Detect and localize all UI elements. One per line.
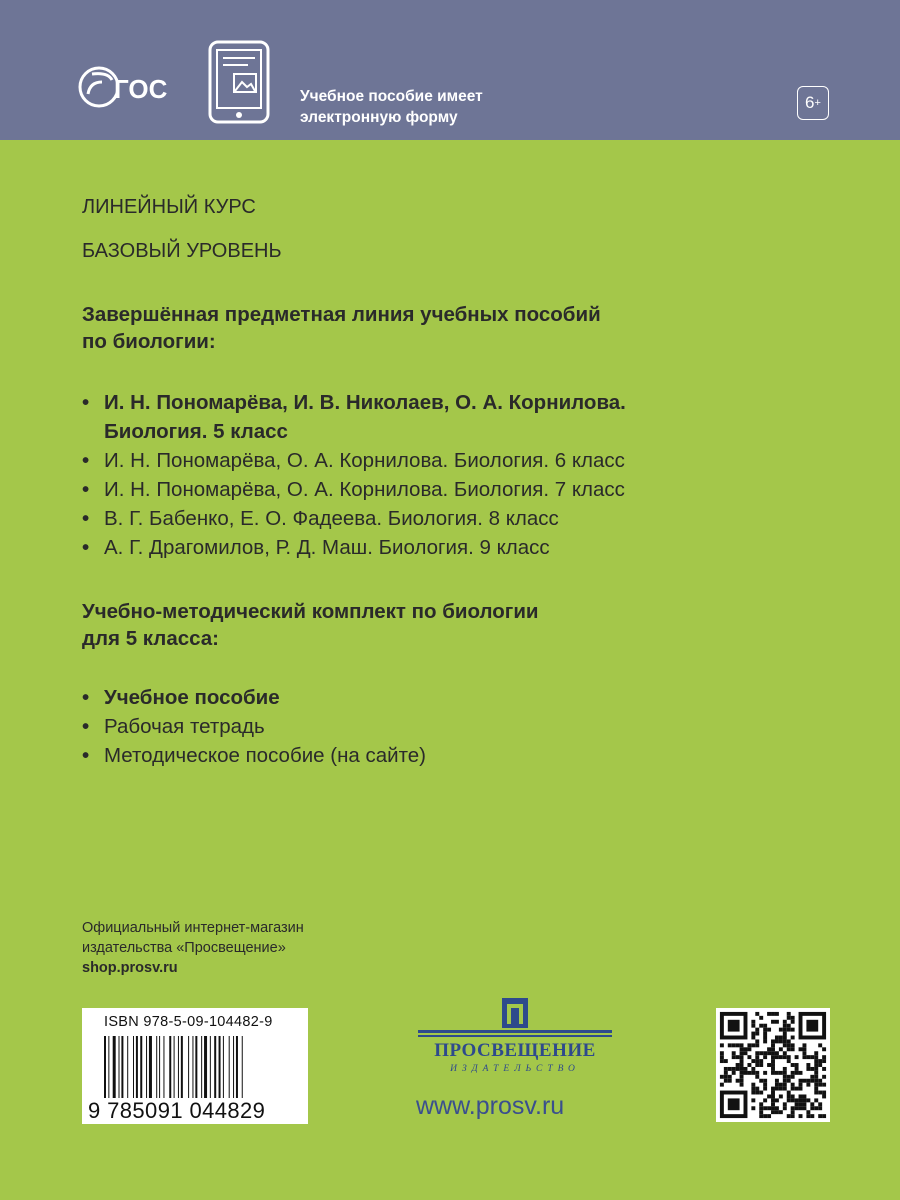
isbn-barcode-block xyxy=(82,1008,308,1124)
textbook-list xyxy=(82,388,626,562)
list-item: • И. Н. Пономарёва, О. А. Корнилова. Биология. 6 класс xyxy=(82,446,626,475)
heading-line-2: по биологии: xyxy=(82,330,216,353)
qr-code xyxy=(716,1008,830,1122)
eform-line-1: Учебное пособие имеет xyxy=(300,88,483,105)
eform-line-2: электронную форму xyxy=(300,109,458,126)
list-item: • Методическое пособие (на сайте) xyxy=(82,741,426,770)
list-item: • И. Н. Пономарёва, О. А. Корнилова. Биология. 7 класс xyxy=(82,475,626,504)
list-item: • Учебное пособие xyxy=(82,683,426,712)
electronic-form-notice xyxy=(300,86,620,128)
list-item-line-1: • И. Н. Пономарёва, И. В. Николаев, О. А. Корнилова. xyxy=(104,391,626,414)
age-rating-badge xyxy=(797,86,829,120)
shop-line-2: издательства «Просвещение» xyxy=(82,940,286,956)
shop-url: shop.prosv.ru xyxy=(82,960,178,976)
list-item-line-2: Биология. 5 класс xyxy=(104,420,288,443)
publisher-emblem-icon xyxy=(418,996,612,1040)
kit-heading-line-1: Учебно-методический комплект по биологии xyxy=(82,600,539,623)
heading-line-1: Завершённая предметная линия учебных пособий xyxy=(82,303,601,326)
list-item: • А. Г. Драгомилов, Р. Д. Маш. Биология. 9 класс xyxy=(82,533,626,562)
list-item xyxy=(82,388,626,446)
kit-heading-line-2: для 5 класса: xyxy=(82,627,220,650)
shop-line-1: Официальный интернет-магазин xyxy=(82,920,304,936)
list-item: • В. Г. Бабенко, Е. О. Фадеева. Биология. 8 класс xyxy=(82,504,626,533)
kit-heading xyxy=(82,598,802,652)
fgos-logo-text: ГОС xyxy=(114,74,168,104)
isbn-label: ISBN 978-5-09-104482-9 xyxy=(104,1014,273,1030)
shop-info xyxy=(82,918,304,978)
kit-list xyxy=(82,683,426,770)
fgos-logo xyxy=(78,64,174,110)
publisher-website: www.prosv.ru xyxy=(416,1092,565,1120)
top-band xyxy=(0,0,900,140)
subject-line-heading xyxy=(82,301,802,355)
age-rating-number: 6 xyxy=(805,93,815,112)
course-level: БАЗОВЫЙ УРОВЕНЬ xyxy=(82,240,282,262)
age-rating-plus: + xyxy=(814,97,821,109)
publisher-name: ПРОСВЕЩЕНИЕ xyxy=(434,1040,596,1061)
list-item: • Рабочая тетрадь xyxy=(82,712,426,741)
qr-code-icon xyxy=(716,1008,830,1122)
barcode xyxy=(104,1036,292,1098)
tablet-icon xyxy=(208,40,270,124)
publisher-subtitle: ИЗДАТЕЛЬСТВО xyxy=(450,1064,580,1074)
barcode-digits: 9 785091 044829 xyxy=(88,1098,266,1123)
course-type: ЛИНЕЙНЫЙ КУРС xyxy=(82,196,256,218)
publisher-logo xyxy=(418,996,612,1082)
